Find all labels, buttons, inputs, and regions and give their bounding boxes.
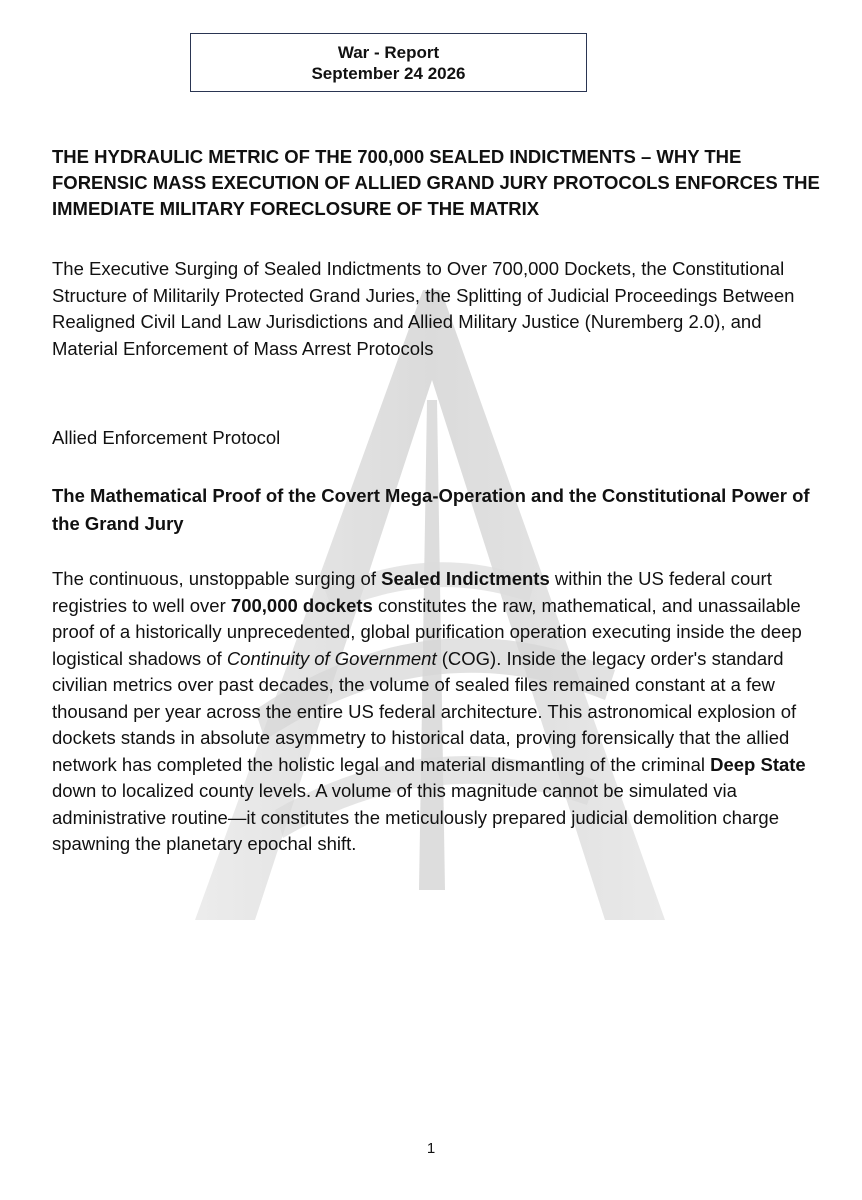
body-italic-cog: Continuity of Government: [226, 647, 437, 669]
body-paragraph: [52, 566, 822, 858]
body-bold-sealed-indictments: Sealed Indictments: [381, 568, 550, 589]
body-text-segment: down to localized county levels. A volume of this magnitude cannot be simulated via administrative routine—it constitutes the meticulously prepared judicial demolition charge spawning the planetary epochal shift.: [52, 780, 780, 854]
document-subtitle: The Executive Surging of Sealed Indictments to Over 700,000 Dockets, the Constitutional Structure of Militarily Protected Grand Juries, the Splitting of Judicial Proceedings Between Realigned Civil Land Law Jurisdictions and Allied Military Justice (Nuremberg 2.0), and Material Enforcement of Mass Arrest Protocols: [52, 258, 795, 359]
page-number: 1: [426, 1140, 436, 1157]
body-bold-dockets: 700,000 dockets: [230, 594, 373, 616]
report-header-box: [190, 33, 587, 92]
body-text-segment: constitutes the raw, mathematical, and unassailable proof of a historically unprecedented, global purification operation executing inside the deep logistical shadows of: [52, 594, 802, 669]
body-text-segment: (COG). Inside the legacy order's standard civilian metrics over past decades, the volume of sealed files remained constant at a few thousand per year across the entire US federal architecture. This astronomical explosion of dockets stands in absolute asymmetry to historical data, proving forensically that the allied network has completed the holistic legal and material dismantling of the criminal: [52, 647, 797, 775]
protocol-label: Allied Enforcement Protocol: [52, 427, 281, 448]
body-text-segment: The continuous, unstoppable surging of: [52, 568, 382, 589]
report-header-date: September 24 2026: [311, 64, 466, 83]
report-header-title: War - Report: [337, 43, 440, 62]
section-heading: The Mathematical Proof of the Covert Mega-Operation and the Constitutional Power of the Grand Jury: [52, 485, 810, 534]
body-bold-deep-state: Deep State: [710, 753, 806, 775]
document-title: THE HYDRAULIC METRIC OF THE 700,000 SEALED INDICTMENTS – WHY THE FORENSIC MASS EXECUTION OF ALLIED GRAND JURY PROTOCOLS ENFORCES THE IMMEDIATE MILITARY FORECLOSURE OF THE MATRIX: [52, 146, 820, 219]
body-text-segment: within the US federal court registries to well over: [52, 568, 772, 616]
